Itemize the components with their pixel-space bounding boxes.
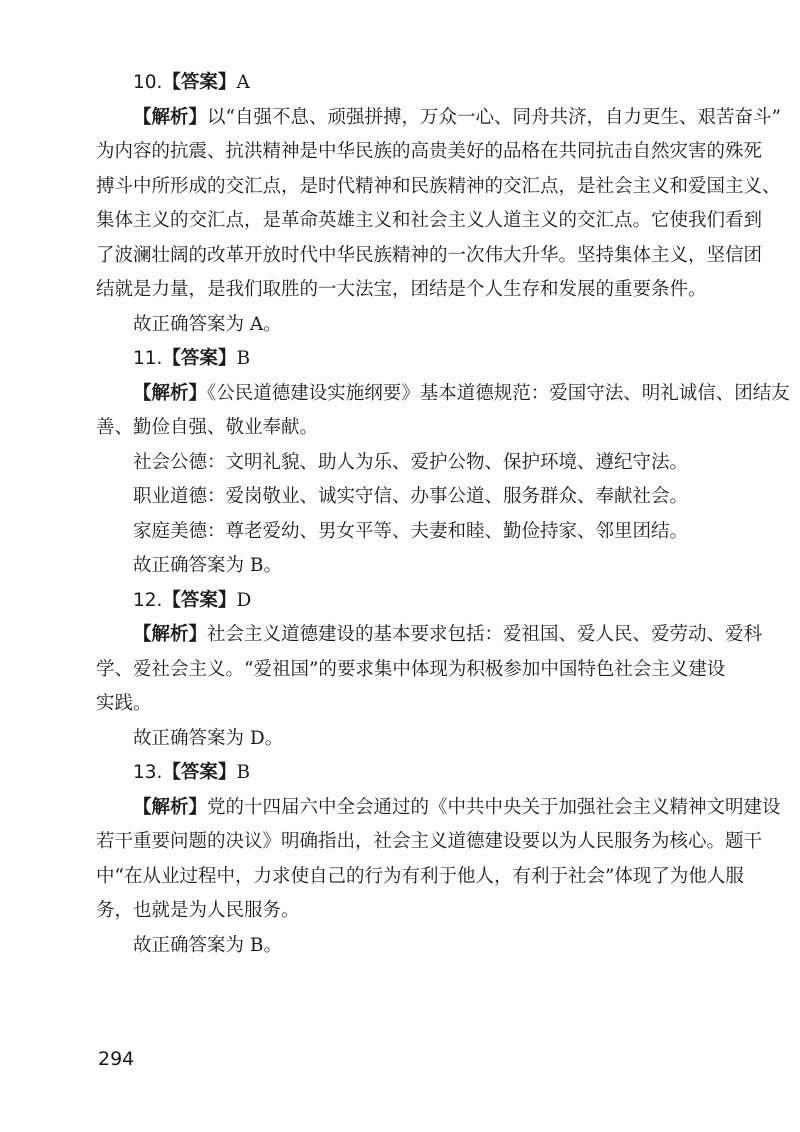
analysis-text: 若干重要问题的决议》明确指出，社会主义道德建设要以为人民服务为核心。题干 (96, 831, 763, 852)
analysis-text: 务，也就是为人民服务。 (96, 900, 300, 921)
analysis-text: 《公民道德建设实施纲要》基本道德规范：爱国守法、明礼诚信、团结友 (207, 382, 790, 404)
analysis-line (96, 170, 781, 205)
analysis-text: 学、爱社会主义。“爱祖国”的要求集中体现为积极参加中国特色社会主义建设 (96, 658, 726, 680)
answer-line (96, 756, 726, 791)
analysis-text: 中“在从业过程中，力求使自己的行为有利于他人，有利于社会”体现了为他人服 (96, 865, 744, 887)
question-number: 12. (133, 589, 163, 611)
analysis-text: 实践。 (96, 693, 152, 714)
question-number: 13. (133, 762, 163, 783)
analysis-text: 搏斗中所形成的交汇点，是时代精神和民族精神的交汇点，是社会主义和爱国主义、 (96, 175, 781, 197)
analysis-tag: 【解析】 (133, 382, 208, 404)
analysis-text: 集体主义的交汇点，是革命英雄主义和社会主义人道主义的交汇点。它使我们看到 (96, 210, 763, 231)
analysis-line (96, 618, 763, 653)
answer-tag: 【答案】 (162, 762, 237, 783)
answer-tag: 【答案】 (162, 589, 237, 611)
paragraph: 职业道德：爱岗敬业、诚实守信、办事公道、服务群众、奉献社会。 (133, 486, 689, 507)
analysis-text: 善、勤俭自强、敬业奉献。 (96, 417, 319, 438)
analysis-tag: 【解析】 (133, 624, 208, 645)
analysis-text: 了波澜壮阔的改革开放时代中华民族精神的一次伟大升华。坚持集体主义，坚信团 (96, 244, 763, 266)
question-number: 11. (133, 348, 163, 369)
page-content (96, 66, 790, 963)
question-number: 10. (133, 72, 163, 93)
analysis-line (96, 894, 726, 929)
conclusion: 故正确答案为 B。 (133, 555, 282, 576)
analysis-line (96, 860, 744, 895)
analysis-text: 结就是力量，是我们取胜的一大法宝，团结是个人生存和发展的重要条件。 (96, 279, 707, 300)
answer-value: A (236, 72, 250, 93)
analysis-line (96, 273, 726, 308)
analysis-line (96, 411, 726, 446)
conclusion: 故正确答案为 D。 (133, 727, 284, 749)
analysis-line (96, 825, 763, 860)
conclusion: 故正确答案为 B。 (133, 934, 282, 956)
analysis-line (96, 239, 763, 274)
answer-value: D (236, 589, 252, 611)
answer-tag: 【答案】 (162, 72, 237, 93)
answer-value: B (236, 762, 251, 783)
analysis-text: 党的十四届六中全会通过的《中共中央关于加强社会主义精神文明建设 (207, 796, 781, 818)
analysis-tag: 【解析】 (133, 796, 208, 818)
page-number: 294 (98, 1048, 135, 1070)
conclusion: 故正确答案为 A。 (133, 313, 282, 335)
analysis-line (96, 687, 726, 722)
analysis-tag: 【解析】 (133, 106, 208, 128)
analysis-line (96, 204, 763, 239)
answer-line (96, 584, 726, 619)
answer-tag: 【答案】 (162, 348, 237, 369)
analysis-line (96, 377, 790, 412)
analysis-line (96, 135, 763, 170)
answer-line (96, 66, 726, 101)
analysis-text: 以“自强不息、顽强拼搏，万众一心、同舟共济，自力更生、艰苦奋斗” (207, 106, 781, 128)
answer-line (96, 342, 726, 377)
paragraph: 社会公德：文明礼貌、助人为乐、爱护公物、保护环境、遵纪守法。 (133, 451, 689, 473)
paragraph: 家庭美德：尊老爱幼、男女平等、夫妻和睦、勤俭持家、邻里团结。 (133, 520, 689, 542)
analysis-line (96, 101, 781, 136)
analysis-text: 社会主义道德建设的基本要求包括：爱祖国、爱人民、爱劳动、爱科 (207, 624, 763, 645)
analysis-line (96, 653, 726, 688)
answer-value: B (236, 348, 251, 369)
analysis-line (96, 791, 781, 826)
analysis-text: 为内容的抗震、抗洪精神是中华民族的高贵美好的品格在共同抗击自然灾害的殊死 (96, 141, 763, 162)
